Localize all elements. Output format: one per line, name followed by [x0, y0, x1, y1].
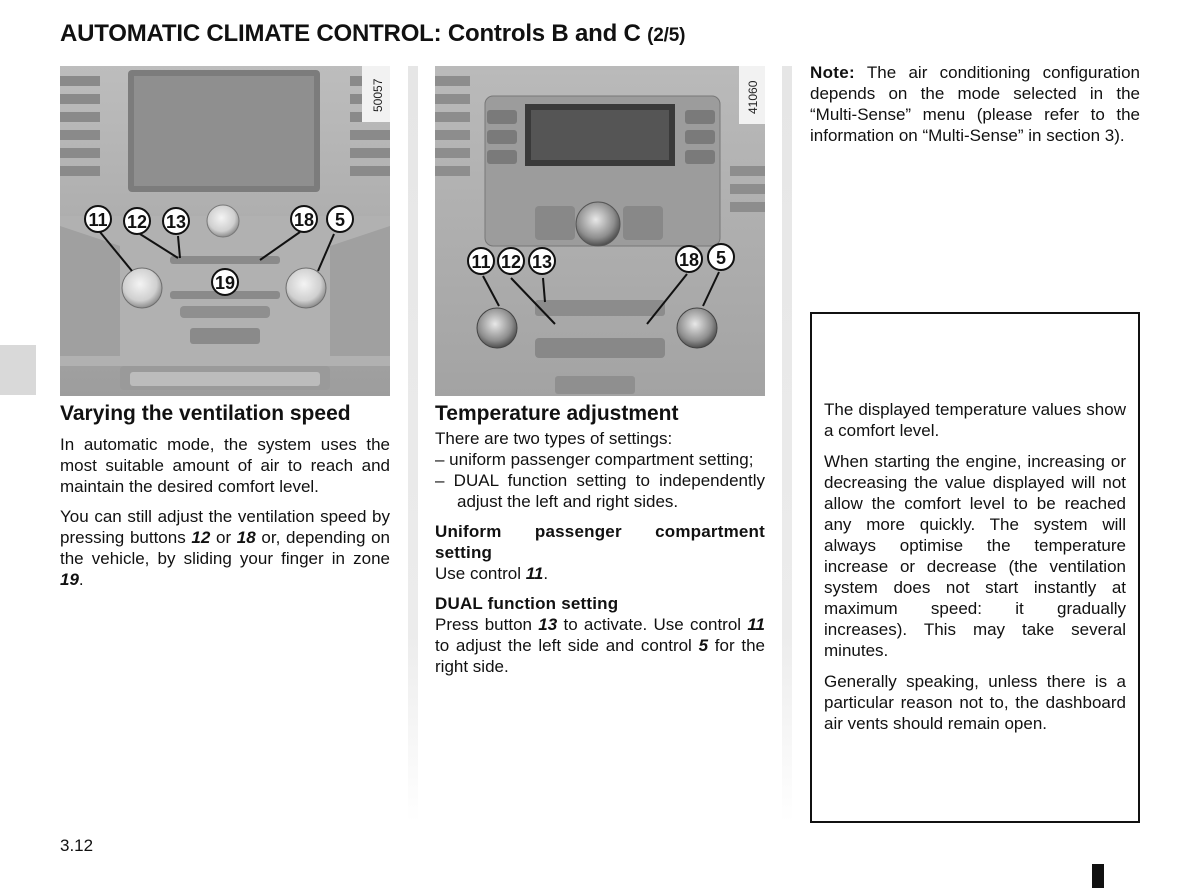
column-divider-right [782, 66, 792, 822]
callout-12: 12 [126, 212, 148, 232]
para-automatic-mode: In automatic mode, the system uses the most suitable amount of air to reach and maintain the desired comfort level. [60, 435, 390, 496]
label-uniform-setting: Uniform passenger compartment setting [435, 522, 765, 562]
para-settings-intro: There are two types of settings: [435, 429, 673, 448]
callout-13-right: 13 [531, 252, 553, 272]
dashboard-photo-left [60, 66, 390, 396]
note-text: The air conditioning configuration depends on the mode selected in the “Multi-Sense” menu (please refer to the information on “Multi-Sense” in section 3). [810, 63, 1140, 145]
bullet-uniform: – uniform passenger compartment setting; [435, 450, 754, 469]
text-run: to adjust the left side and control [435, 636, 699, 655]
ref-11: 11 [747, 615, 765, 634]
note-label: Note: [810, 63, 855, 82]
callout-18: 18 [293, 210, 315, 230]
ref-18: 18 [236, 528, 256, 547]
text-run: for the right side. [435, 636, 765, 676]
callout-13: 13 [165, 212, 187, 232]
text-run: Press button [435, 615, 539, 634]
column-divider-left [408, 66, 418, 822]
text-run: or [210, 528, 237, 547]
text-run: You can still adjust the ventilation speed by pressing buttons [60, 507, 390, 547]
text-run: . [78, 570, 84, 589]
callout-11: 11 [88, 210, 108, 230]
info-box-text [824, 399, 1126, 744]
ref-11: 11 [525, 564, 544, 583]
left-column [60, 400, 390, 599]
note-multi-sense [810, 62, 1140, 146]
dashboard-photo-right [435, 66, 765, 396]
text-run: . [543, 564, 549, 583]
ref-19: 19 [60, 570, 79, 589]
page-title-text: AUTOMATIC CLIMATE CONTROL: Controls B and C [60, 20, 641, 47]
bullet-dual: – DUAL function setting to independently adjust the left and right sides. [435, 471, 765, 511]
page-number: 3.12 [60, 836, 94, 855]
callout-11-right: 11 [471, 252, 491, 272]
info-para-air-vents: Generally speaking, unless there is a particular reason not to, the dashboard air vents should remain open. [824, 672, 1126, 733]
callout-19: 19 [214, 273, 236, 293]
info-para-comfort: The displayed temperature values show a comfort level. [824, 400, 1126, 440]
page-edge-mark [1092, 864, 1104, 888]
callout-5-right: 5 [715, 248, 727, 268]
figure-ref-left: 50057 [371, 78, 385, 112]
page-title-suffix: (2/5) [647, 25, 686, 46]
page-title [60, 20, 685, 48]
callout-5: 5 [334, 210, 346, 230]
figure-ref-right: 41060 [746, 80, 760, 114]
middle-column [435, 400, 765, 686]
heading-temperature-adjustment: Temperature adjustment [435, 402, 679, 425]
ref-12: 12 [191, 528, 211, 547]
para-adjust-ventilation [60, 506, 390, 590]
para-dual-control [435, 614, 765, 677]
text-run: to activate. Use control [557, 615, 748, 634]
section-tab [0, 345, 36, 395]
ref-13: 13 [538, 615, 558, 634]
info-para-engine-start: When starting the engine, increasing or decreasing the value displayed will not allow the comfort level to be reached any more quickly. The system will always optimise the temperature increase or decrease (the ventilation system does not start instantly at maximum speed: it gradually increases). This may take several minutes. [824, 452, 1126, 660]
callout-12-right: 12 [500, 252, 522, 272]
para-uniform-control [435, 563, 765, 584]
callout-18-right: 18 [678, 250, 700, 270]
text-run: or, depending on the vehicle, by sliding your finger in zone [60, 528, 390, 568]
heading-ventilation-speed: Varying the ventilation speed [60, 402, 351, 425]
ref-5: 5 [698, 636, 709, 655]
label-dual-setting: DUAL function setting [435, 594, 619, 613]
text-run: Use control [435, 564, 526, 583]
